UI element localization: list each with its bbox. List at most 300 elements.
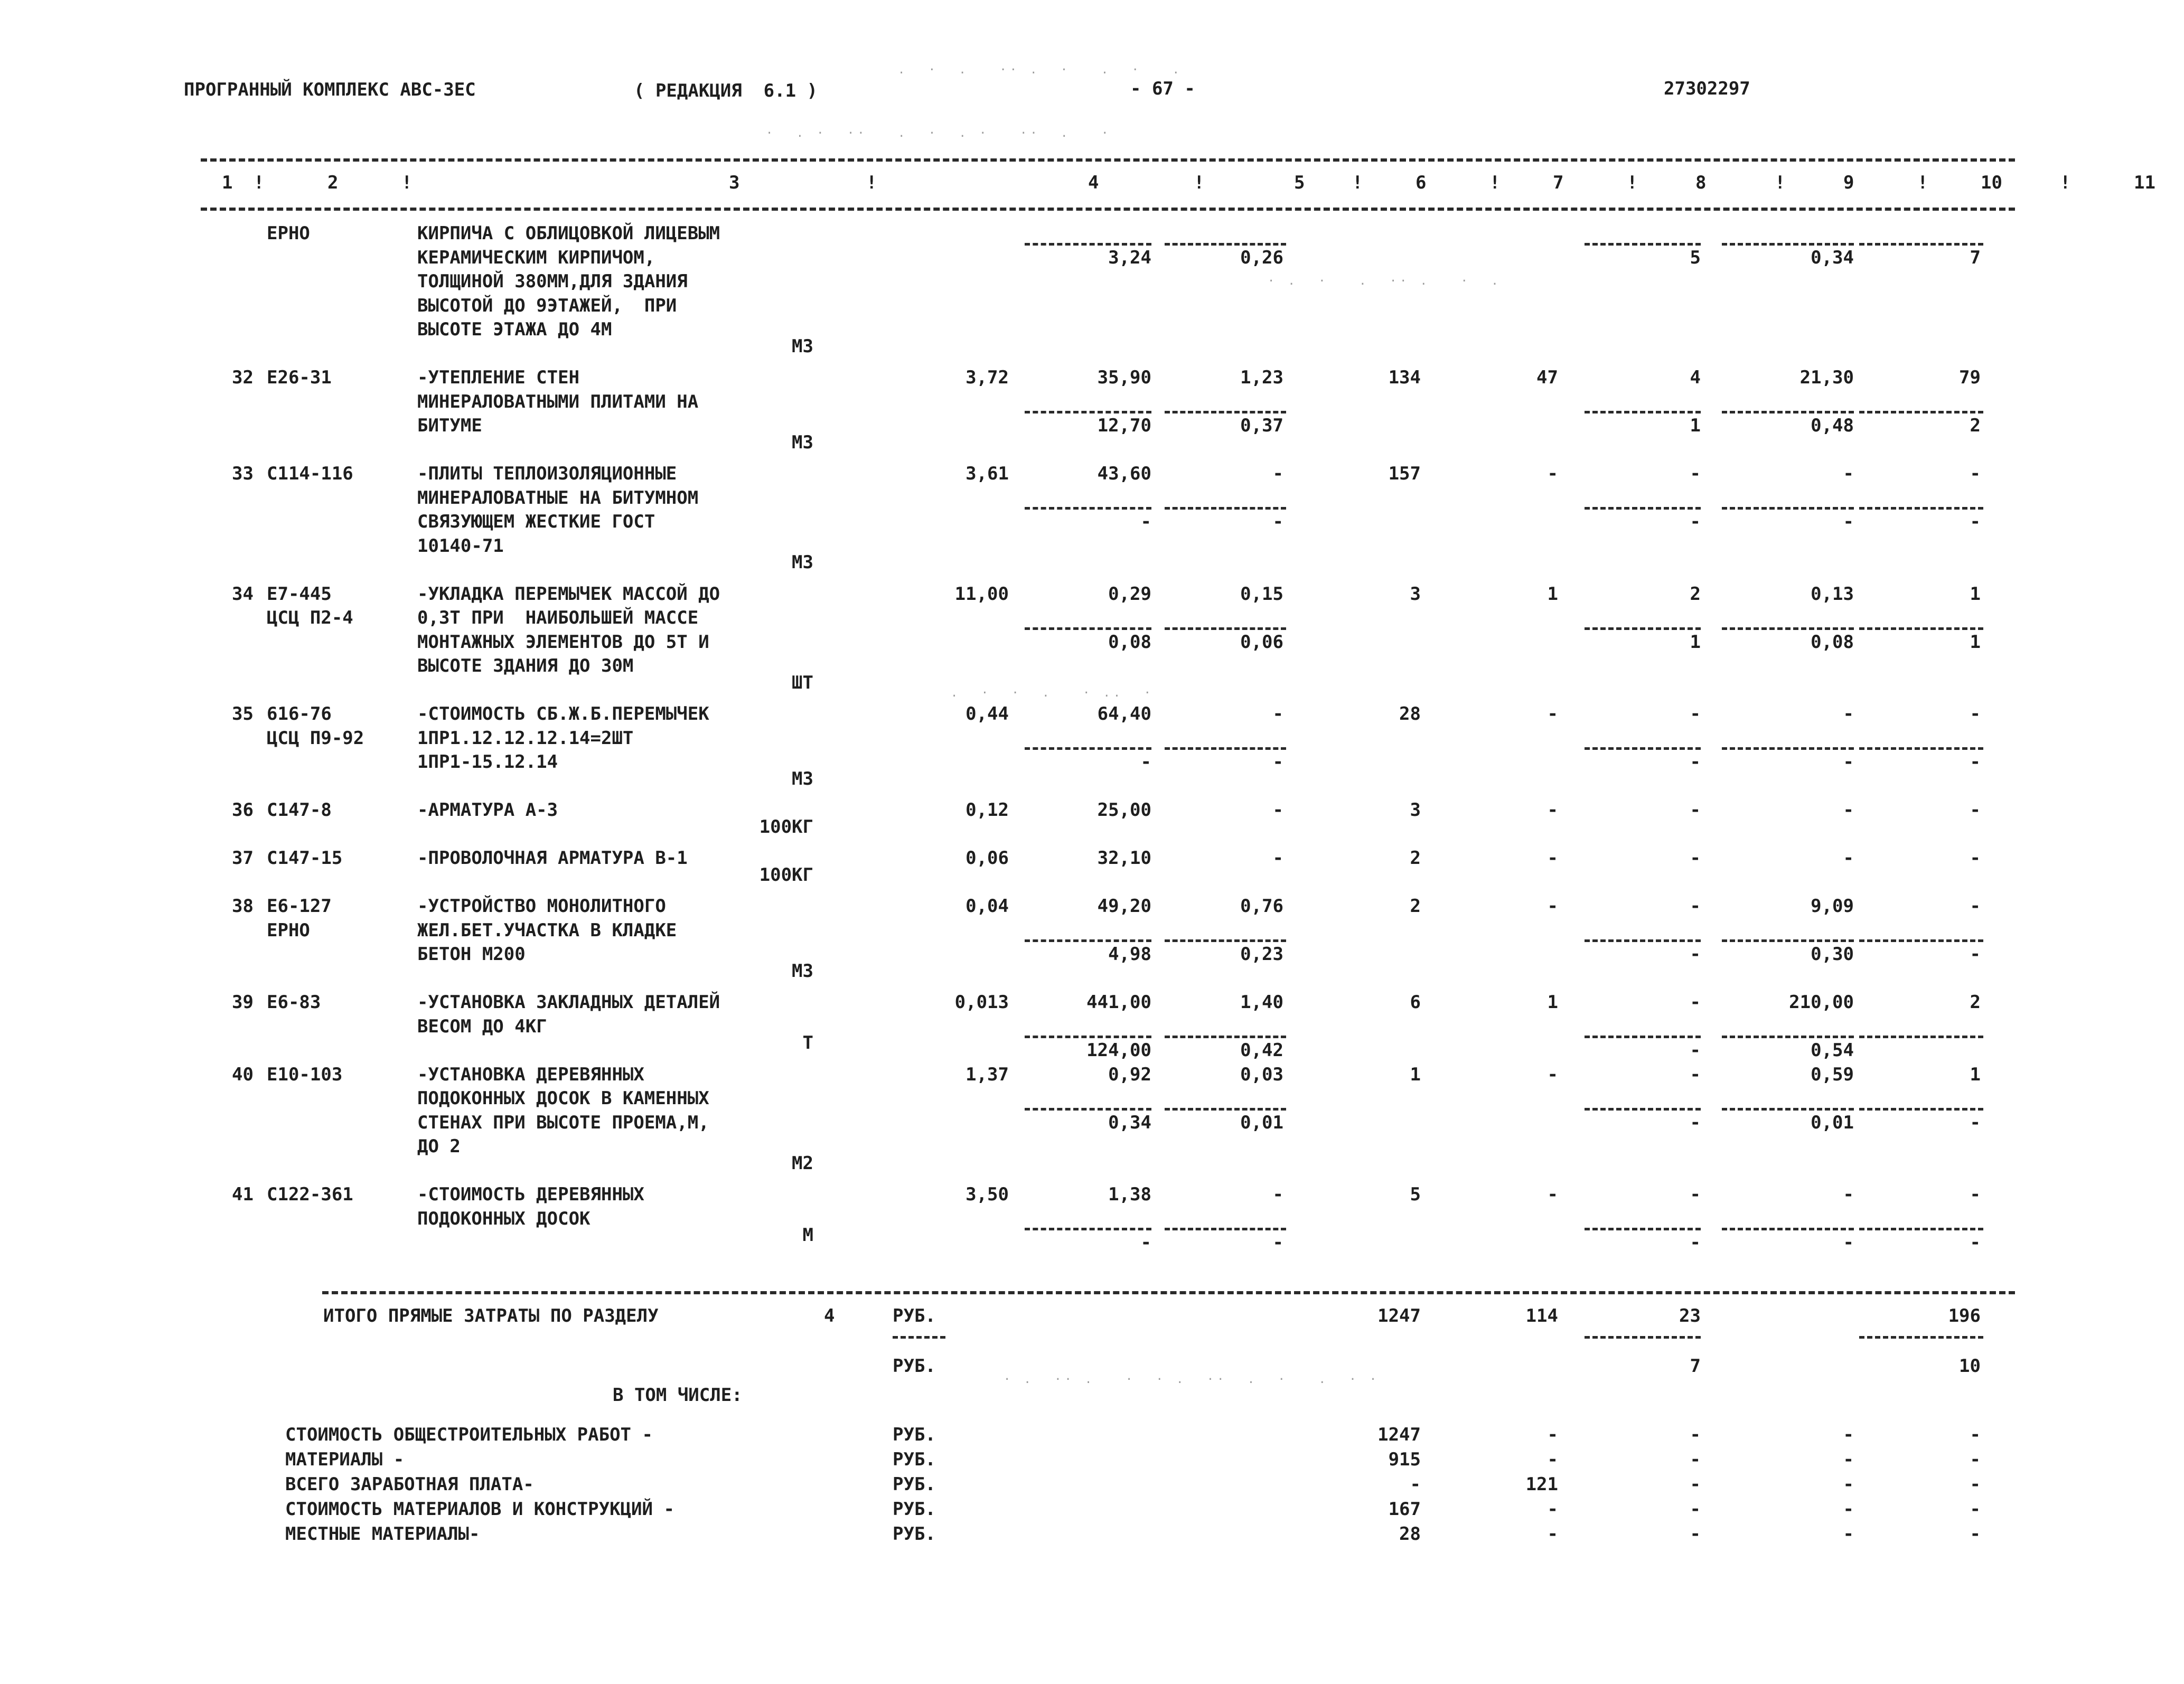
row-code: С122-361	[267, 1184, 353, 1205]
cell-c4: 1,37	[966, 1064, 1009, 1085]
column-separator: !	[1489, 172, 1501, 193]
row-code: С147-15	[267, 848, 343, 869]
totals-currency: РУБ.	[893, 1305, 936, 1326]
row-unit: М3	[792, 552, 813, 573]
cell-c4: 0,44	[966, 703, 1009, 725]
cell-underline	[1025, 411, 1151, 413]
breakdown-col11: -	[1970, 1424, 1981, 1445]
breakdown-col7: 1247	[1377, 1424, 1421, 1445]
cell-underline	[1165, 747, 1286, 750]
row-code: ЦСЦ П9-92	[267, 727, 364, 749]
cell-c7: 2	[1410, 896, 1421, 917]
breakdown-col8: 121	[1525, 1474, 1558, 1495]
breakdown-label: ВСЕГО ЗАРАБОТНАЯ ПЛАТА-	[285, 1474, 534, 1495]
cell-c9: -	[1690, 511, 1701, 532]
column-separator: !	[1917, 172, 1928, 193]
scan-noise: . · · . · .. ·	[951, 686, 1154, 700]
breakdown-col9: -	[1690, 1449, 1701, 1470]
row-number: 35	[232, 703, 254, 725]
cell-c7: 1	[1410, 1064, 1421, 1085]
cell-c10: -	[1843, 848, 1854, 869]
cell-c8: 47	[1536, 367, 1558, 388]
row-description: 0,3Т ПРИ НАИБОЛЬШЕЙ МАССЕ	[417, 607, 699, 628]
cell-underline	[1585, 1228, 1701, 1230]
row-description: 1ПР1-15.12.14	[417, 751, 558, 773]
cell-c6: -	[1272, 511, 1283, 532]
row-number: 32	[232, 367, 254, 388]
column-separator: !	[254, 172, 265, 193]
cell-c7: 3	[1410, 583, 1421, 605]
cell-c11: -	[1970, 703, 1981, 725]
row-number: 38	[232, 896, 254, 917]
row-number: 39	[232, 992, 254, 1013]
cell-underline	[1585, 507, 1701, 510]
cell-underline	[1025, 627, 1151, 630]
cell-c8: -	[1547, 799, 1558, 821]
breakdown-currency: РУБ.	[893, 1424, 936, 1445]
breakdown-currency: РУБ.	[893, 1449, 936, 1470]
row-number: 34	[232, 583, 254, 605]
cell-c5: 3,24	[1108, 247, 1151, 268]
totals-col8: 114	[1525, 1305, 1558, 1326]
row-unit: М3	[792, 431, 813, 453]
cell-c6: 0,06	[1240, 631, 1283, 653]
cell-c8: 1	[1547, 583, 1558, 605]
row-description: -ПРОВОЛОЧНАЯ АРМАТУРА В-1	[417, 848, 688, 869]
row-number: 41	[232, 1184, 254, 1205]
cell-underline	[1859, 507, 1983, 510]
cell-underline	[1585, 243, 1701, 246]
scan-noise: · . ·· . · · . ·· . · . · ·	[1004, 1373, 1380, 1386]
row-description: ВЕСОМ ДО 4КГ	[417, 1015, 547, 1037]
cell-underline	[1025, 1108, 1151, 1111]
cell-c9: -	[1690, 1112, 1701, 1133]
cell-c9: -	[1690, 848, 1701, 869]
cell-underline	[1585, 1108, 1701, 1111]
cell-c9: -	[1690, 463, 1701, 484]
column-header-2: 2	[327, 172, 339, 193]
cell-c8: -	[1547, 848, 1558, 869]
row-description: -ПЛИТЫ ТЕПЛОИЗОЛЯЦИОННЫЕ	[417, 463, 677, 484]
column-separator: !	[401, 172, 413, 193]
cell-c10: 0,59	[1811, 1064, 1854, 1085]
cell-c7: 134	[1388, 367, 1421, 388]
column-separator: !	[866, 172, 877, 193]
cell-c10: 21,30	[1799, 367, 1854, 388]
row-code: С147-8	[267, 799, 332, 821]
cell-c9: 2	[1690, 583, 1701, 605]
cell-underline	[1859, 1108, 1983, 1111]
cell-underline	[1722, 411, 1854, 413]
page-number: - 67 -	[1130, 78, 1195, 99]
cell-c6: -	[1272, 751, 1283, 773]
cell-underline	[1165, 627, 1286, 630]
row-description: -УСТАНОВКА ДЕРЕВЯННЫХ	[417, 1064, 644, 1085]
totals-top-rule	[322, 1291, 2015, 1294]
cell-c6: 0,42	[1240, 1040, 1283, 1061]
breakdown-label: СТОИМОСТЬ МАТЕРИАЛОВ И КОНСТРУКЦИЙ -	[285, 1499, 674, 1520]
cell-underline	[1585, 1036, 1701, 1038]
row-description: 10140-71	[417, 535, 504, 557]
breakdown-col8: -	[1547, 1424, 1558, 1445]
breakdown-col9: -	[1690, 1523, 1701, 1545]
cell-c10: 0,08	[1811, 631, 1854, 653]
row-description: ПОДОКОННЫХ ДОСОК В КАМЕННЫХ	[417, 1088, 709, 1109]
cell-underline	[1165, 939, 1286, 942]
row-code: Е26-31	[267, 367, 332, 388]
cell-c6: -	[1272, 1232, 1283, 1253]
cell-underline	[1025, 243, 1151, 246]
row-code: Е6-83	[267, 992, 321, 1013]
cell-c6: 1,23	[1240, 367, 1283, 388]
cell-c5: 43,60	[1097, 463, 1151, 484]
cell-c8: -	[1547, 1184, 1558, 1205]
cell-c6: 0,37	[1240, 415, 1283, 436]
cell-c9: -	[1690, 751, 1701, 773]
cell-c6: 1,40	[1240, 992, 1283, 1013]
cell-c7: 5	[1410, 1184, 1421, 1205]
cell-c5: 64,40	[1097, 703, 1151, 725]
cell-c10: -	[1843, 511, 1854, 532]
cell-c5: 12,70	[1097, 415, 1151, 436]
cell-c6: -	[1272, 1184, 1283, 1205]
cell-underline	[1025, 1228, 1151, 1230]
cell-underline	[1859, 747, 1983, 750]
row-description: МИНЕРАЛОВАТНЫЕ НА БИТУМНОМ	[417, 487, 699, 509]
cell-underline	[1722, 1228, 1854, 1230]
cell-c8: -	[1547, 463, 1558, 484]
cell-underline	[1859, 939, 1983, 942]
cell-c10: 0,34	[1811, 247, 1854, 268]
cell-c10: -	[1843, 703, 1854, 725]
cell-c4: 3,72	[966, 367, 1009, 388]
column-header-1: 1	[222, 172, 233, 193]
cell-underline	[1585, 939, 1701, 942]
cell-c10: 0,01	[1811, 1112, 1854, 1133]
breakdown-col10: -	[1843, 1523, 1854, 1545]
cell-c9: -	[1690, 1184, 1701, 1205]
cell-c5: 124,00	[1086, 1040, 1151, 1061]
cell-c5: 0,92	[1108, 1064, 1151, 1085]
cell-c10: 0,30	[1811, 944, 1854, 965]
cell-underline	[1165, 243, 1286, 246]
column-header-8: 8	[1695, 172, 1707, 193]
totals-section: 4	[824, 1305, 835, 1326]
cell-c4: 3,50	[966, 1184, 1009, 1205]
cell-c9: 1	[1690, 415, 1701, 436]
breakdown-col11: -	[1970, 1499, 1981, 1520]
cell-c6: -	[1272, 799, 1283, 821]
cell-c9: -	[1690, 992, 1701, 1013]
row-description: СТЕНАХ ПРИ ВЫСОТЕ ПРОЕМА,М,	[417, 1112, 709, 1133]
cell-c11: 2	[1970, 992, 1981, 1013]
row-code: ЦСЦ П2-4	[267, 607, 353, 628]
cell-c5: 441,00	[1086, 992, 1151, 1013]
row-description: МОНТАЖНЫХ ЭЛЕМЕНТОВ ДО 5Т И	[417, 631, 709, 653]
cell-c5: 0,34	[1108, 1112, 1151, 1133]
breakdown-col10: -	[1843, 1499, 1854, 1520]
cell-c9: -	[1690, 944, 1701, 965]
row-description: БИТУМЕ	[417, 415, 482, 436]
totals-label: ИТОГО ПРЯМЫЕ ЗАТРАТЫ ПО РАЗДЕЛУ	[323, 1305, 659, 1326]
cell-c11: -	[1970, 848, 1981, 869]
breakdown-currency: РУБ.	[893, 1523, 936, 1545]
row-description: -УКЛАДКА ПЕРЕМЫЧЕК МАССОЙ ДО	[417, 583, 720, 605]
cell-c11: -	[1970, 511, 1981, 532]
cell-underline	[1859, 627, 1983, 630]
column-header-9: 9	[1843, 172, 1854, 193]
cell-c10: -	[1843, 799, 1854, 821]
cell-c6: 0,03	[1240, 1064, 1283, 1085]
row-description: 1ПР1.12.12.12.14=2ШТ	[417, 727, 634, 749]
cell-c6: 0,23	[1240, 944, 1283, 965]
row-description: -УСТАНОВКА ЗАКЛАДНЫХ ДЕТАЛЕЙ	[417, 992, 720, 1013]
cell-c5: 32,10	[1097, 848, 1151, 869]
document-number: 27302297	[1664, 78, 1750, 99]
row-code: Е10-103	[267, 1064, 343, 1085]
cell-c6: -	[1272, 848, 1283, 869]
row-number: 33	[232, 463, 254, 484]
cell-c9: -	[1690, 1232, 1701, 1253]
cell-c5: 35,90	[1097, 367, 1151, 388]
cell-c10: 210,00	[1789, 992, 1854, 1013]
cell-c11: -	[1970, 1184, 1981, 1205]
cell-underline	[1585, 747, 1701, 750]
row-unit: М3	[792, 960, 813, 982]
cell-c10: -	[1843, 1232, 1854, 1253]
cell-underline	[1859, 243, 1983, 246]
cell-c4: 3,61	[966, 463, 1009, 484]
column-separator: !	[1775, 172, 1786, 193]
column-header-5: 5	[1294, 172, 1305, 193]
totals-sub-rule-3	[1859, 1336, 1983, 1339]
cell-underline	[1722, 243, 1854, 246]
row-number: 36	[232, 799, 254, 821]
breakdown-label: СТОИМОСТЬ ОБЩЕСТРОИТЕЛЬНЫХ РАБОТ -	[285, 1424, 653, 1445]
cell-c10: -	[1843, 751, 1854, 773]
row-description: ПОДОКОННЫХ ДОСОК	[417, 1208, 590, 1229]
cell-c6: 0,01	[1240, 1112, 1283, 1133]
row-description: БЕТОН М200	[417, 944, 526, 965]
cell-underline	[1165, 1036, 1286, 1038]
row-description: КИРПИЧА С ОБЛИЦОВКОЙ ЛИЦЕВЫМ	[417, 223, 720, 244]
cell-c11: -	[1970, 463, 1981, 484]
cell-c7: 157	[1388, 463, 1421, 484]
including-label: В ТОМ ЧИСЛЕ:	[613, 1385, 743, 1406]
row-description: -АРМАТУРА А-3	[417, 799, 558, 821]
breakdown-label: МЕСТНЫЕ МАТЕРИАЛЫ-	[285, 1523, 480, 1545]
row-code: 616-76	[267, 703, 332, 725]
cell-c9: 5	[1690, 247, 1701, 268]
row-description: -УТЕПЛЕНИЕ СТЕН	[417, 367, 580, 388]
cell-c11: 1	[1970, 583, 1981, 605]
cell-c4: 11,00	[954, 583, 1009, 605]
cell-c7: 3	[1410, 799, 1421, 821]
cell-c4: 0,04	[966, 896, 1009, 917]
cell-c9: 1	[1690, 631, 1701, 653]
cell-c9: -	[1690, 799, 1701, 821]
cell-underline	[1025, 1036, 1151, 1038]
cell-c9: -	[1690, 1040, 1701, 1061]
cell-c7: 2	[1410, 848, 1421, 869]
cell-c10: 0,54	[1811, 1040, 1854, 1061]
breakdown-col7: 28	[1399, 1523, 1421, 1545]
cell-underline	[1859, 1036, 1983, 1038]
cell-c11: -	[1970, 944, 1981, 965]
column-header-row	[201, 168, 2155, 200]
totals-col7: 1247	[1377, 1305, 1421, 1326]
cell-underline	[1165, 507, 1286, 510]
breakdown-col9: -	[1690, 1424, 1701, 1445]
row-unit: М2	[792, 1152, 813, 1174]
cell-c7: 6	[1410, 992, 1421, 1013]
cell-c5: -	[1140, 511, 1151, 532]
cell-c10: -	[1843, 1184, 1854, 1205]
row-unit: 100КГ	[759, 864, 813, 886]
totals-sub-col9: 7	[1690, 1356, 1701, 1377]
column-header-4: 4	[1088, 172, 1099, 193]
row-code: Е7-445	[267, 583, 332, 605]
cell-underline	[1722, 939, 1854, 942]
cell-underline	[1722, 507, 1854, 510]
cell-c5: 0,08	[1108, 631, 1151, 653]
totals-sub-rule-2	[1585, 1336, 1701, 1339]
totals-sub-col11: 10	[1959, 1356, 1981, 1377]
row-unit: М3	[792, 768, 813, 789]
cell-c8: -	[1547, 1064, 1558, 1085]
cell-c11: -	[1970, 751, 1981, 773]
cell-c11: -	[1970, 799, 1981, 821]
cell-c11: -	[1970, 1232, 1981, 1253]
cell-underline	[1585, 411, 1701, 413]
row-code: Е6-127	[267, 896, 332, 917]
cell-underline	[1722, 1108, 1854, 1111]
column-header-3: 3	[729, 172, 740, 193]
row-code: С114-116	[267, 463, 353, 484]
cell-c9: -	[1690, 703, 1701, 725]
column-separator: !	[2060, 172, 2071, 193]
cell-c11: 2	[1970, 415, 1981, 436]
header-top-rule	[201, 158, 2015, 162]
cell-c11: 1	[1970, 631, 1981, 653]
cell-c11: 1	[1970, 1064, 1981, 1085]
row-description: КЕРАМИЧЕСКИМ КИРПИЧОМ,	[417, 247, 655, 268]
cell-c5: -	[1140, 1232, 1151, 1253]
cell-c4: 0,013	[954, 992, 1009, 1013]
cell-c6: -	[1272, 463, 1283, 484]
cell-underline	[1722, 747, 1854, 750]
cell-underline	[1585, 627, 1701, 630]
row-description: ВЫСОТЕ ЭТАЖА ДО 4М	[417, 319, 612, 340]
cell-c11: 7	[1970, 247, 1981, 268]
column-separator: !	[1352, 172, 1363, 193]
cell-c9: -	[1690, 896, 1701, 917]
program-title: ПРОГРАННЫЙ КОМПЛЕКС АВС-ЗЕС	[184, 79, 476, 100]
breakdown-col11: -	[1970, 1449, 1981, 1470]
row-description: -УСТРОЙСТВО МОНОЛИТНОГО	[417, 896, 666, 917]
cell-c11: -	[1970, 896, 1981, 917]
column-header-7: 7	[1553, 172, 1564, 193]
row-number: 37	[232, 848, 254, 869]
row-unit: 100КГ	[759, 816, 813, 838]
row-number: 40	[232, 1064, 254, 1085]
row-unit: ШТ	[792, 672, 813, 693]
edition-label: ( РЕДАКЦИЯ 6.1 )	[634, 80, 818, 101]
cell-underline	[1722, 627, 1854, 630]
cell-c6: -	[1272, 703, 1283, 725]
scan-noise: · . · . ·· . · .	[1268, 275, 1502, 288]
totals-col11: 196	[1948, 1305, 1981, 1326]
column-header-11: 11	[2134, 172, 2155, 193]
row-description: ВЫСОТОЙ ДО 9ЭТАЖЕЙ, ПРИ	[417, 295, 677, 316]
breakdown-col10: -	[1843, 1449, 1854, 1470]
row-description: ДО 2	[417, 1136, 461, 1157]
column-header-10: 10	[1981, 172, 2002, 193]
scan-noise: · . · ·· . · . · ·· . ·	[766, 127, 1112, 140]
cell-underline	[1859, 1228, 1983, 1230]
header-bottom-rule	[201, 208, 2015, 211]
cell-c5: 0,29	[1108, 583, 1151, 605]
totals-sub-currency: РУБ.	[893, 1356, 936, 1377]
cell-c8: -	[1547, 703, 1558, 725]
cell-c5: -	[1140, 751, 1151, 773]
cell-c6: 0,26	[1240, 247, 1283, 268]
row-unit: М	[802, 1225, 813, 1246]
breakdown-label: МАТЕРИАЛЫ -	[285, 1449, 405, 1470]
row-description: -СТОИМОСТЬ СБ.Ж.Б.ПЕРЕМЫЧЕК	[417, 703, 709, 725]
cell-c5: 49,20	[1097, 896, 1151, 917]
cell-c10: -	[1843, 463, 1854, 484]
cell-underline	[1859, 411, 1983, 413]
cell-c11: -	[1970, 1112, 1981, 1133]
row-code: ЕРНО	[267, 223, 310, 244]
breakdown-col10: -	[1843, 1424, 1854, 1445]
row-code: ЕРНО	[267, 919, 310, 941]
row-description: -СТОИМОСТЬ ДЕРЕВЯННЫХ	[417, 1184, 644, 1205]
breakdown-col8: -	[1547, 1499, 1558, 1520]
row-description: СВЯЗУЮЩЕМ ЖЕСТКИЕ ГОСТ	[417, 511, 655, 532]
cell-c7: 28	[1399, 703, 1421, 725]
totals-col9: 23	[1679, 1305, 1701, 1326]
cell-c6: 0,76	[1240, 896, 1283, 917]
breakdown-col11: -	[1970, 1474, 1981, 1495]
row-unit: М3	[792, 335, 813, 357]
cell-c8: -	[1547, 896, 1558, 917]
column-header-6: 6	[1416, 172, 1427, 193]
breakdown-col7: 915	[1388, 1449, 1421, 1470]
breakdown-col9: -	[1690, 1499, 1701, 1520]
breakdown-col7: -	[1410, 1474, 1421, 1495]
cell-c10: 9,09	[1811, 896, 1854, 917]
cell-c5: 4,98	[1108, 944, 1151, 965]
column-separator: !	[1627, 172, 1638, 193]
breakdown-col10: -	[1843, 1474, 1854, 1495]
cell-c11: 79	[1959, 367, 1981, 388]
totals-sub-rule-1	[893, 1336, 945, 1339]
cell-underline	[1722, 1036, 1854, 1038]
breakdown-col8: -	[1547, 1523, 1558, 1545]
cell-c9: -	[1690, 1064, 1701, 1085]
cell-c5: 1,38	[1108, 1184, 1151, 1205]
row-description: ТОЛЩИНОЙ 380ММ,ДЛЯ ЗДАНИЯ	[417, 271, 688, 292]
cell-underline	[1025, 939, 1151, 942]
row-description: ВЫСОТЕ ЗДАНИЯ ДО 30М	[417, 655, 634, 676]
row-unit: Т	[802, 1032, 813, 1053]
cell-c5: 25,00	[1097, 799, 1151, 821]
cell-underline	[1165, 411, 1286, 413]
cell-c8: 1	[1547, 992, 1558, 1013]
row-description: МИНЕРАЛОВАТНЫМИ ПЛИТАМИ НА	[417, 391, 699, 412]
